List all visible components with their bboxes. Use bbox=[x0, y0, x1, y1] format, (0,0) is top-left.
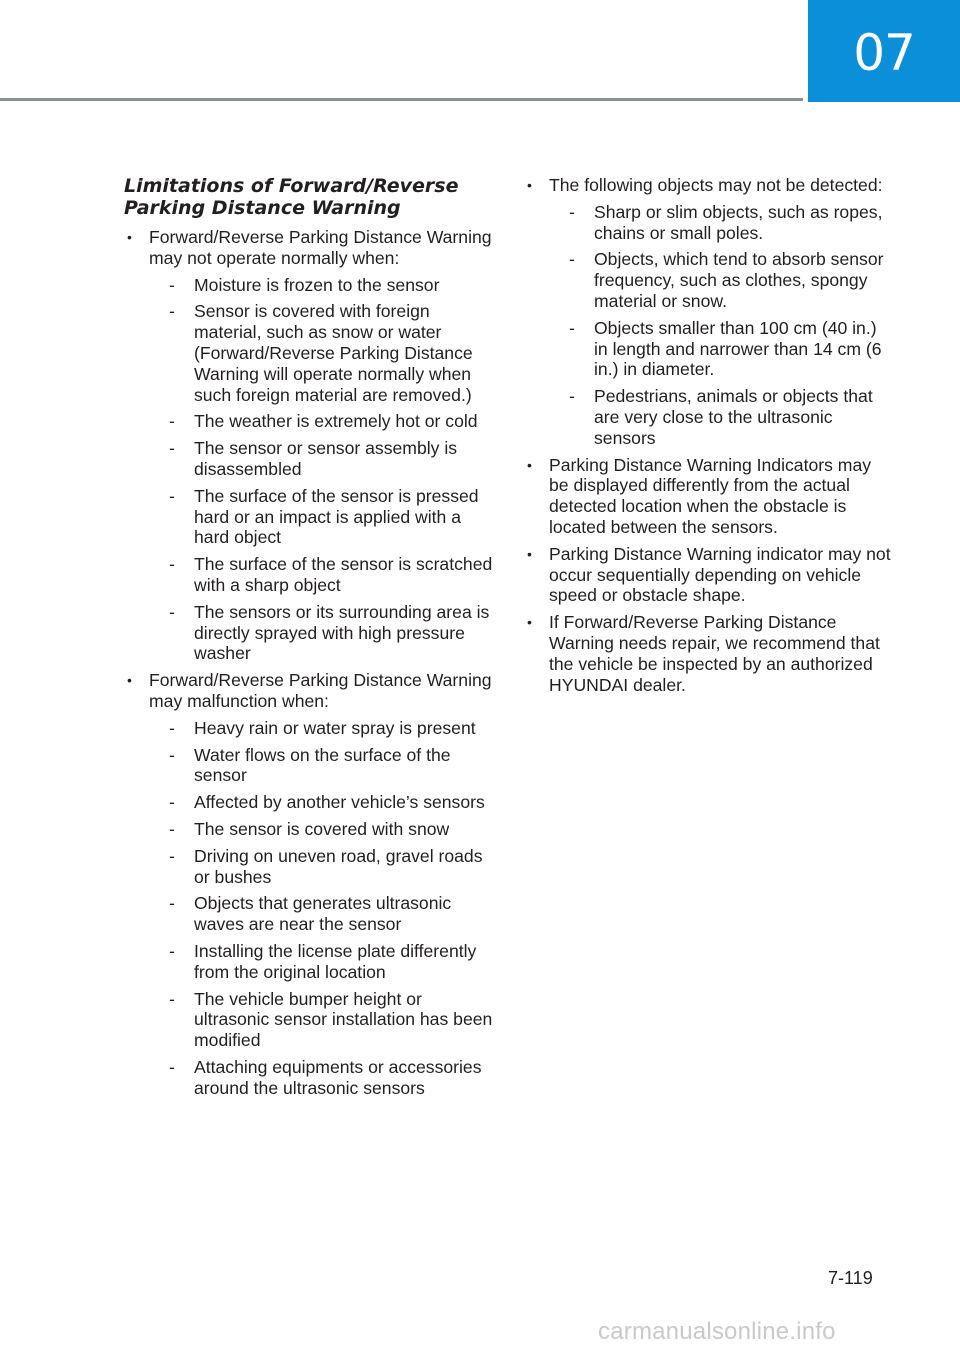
bullet-text: Forward/Reverse Parking Distance Warning may not operate normally when: bbox=[149, 227, 492, 268]
bullet-item bbox=[524, 175, 894, 449]
sub-item bbox=[149, 486, 494, 548]
dash-marker: - bbox=[169, 1056, 175, 1077]
dash-marker: - bbox=[169, 940, 175, 961]
bullet-marker: • bbox=[527, 614, 532, 631]
watermark: carmanualsonline.info bbox=[598, 1318, 836, 1345]
dash-marker: - bbox=[169, 301, 175, 322]
bullet-item bbox=[524, 544, 894, 606]
header-rule bbox=[0, 98, 803, 101]
bullet-item bbox=[124, 227, 494, 664]
sub-item bbox=[149, 301, 494, 405]
bullet-text: The following objects may not be detected: bbox=[549, 175, 883, 195]
sub-item-text: Objects, which tend to absorb sensor frequency, such as clothes, spongy material or snow. bbox=[594, 249, 884, 311]
sub-item bbox=[149, 602, 494, 664]
bullet-item bbox=[124, 670, 494, 1098]
bullet-item bbox=[524, 612, 894, 695]
sub-item bbox=[549, 202, 894, 244]
sub-item bbox=[149, 989, 494, 1051]
bullet-text: Parking Distance Warning indicator may not occur sequentially depending on vehicle speed or obstacle shape. bbox=[549, 543, 891, 606]
dash-marker: - bbox=[169, 274, 175, 295]
sub-item bbox=[149, 846, 494, 888]
sub-item-text: The surface of the sensor is pressed hard or an impact is applied with a hard object bbox=[194, 485, 479, 548]
sub-item-text: The weather is extremely hot or cold bbox=[194, 411, 478, 432]
left-column bbox=[124, 175, 494, 1104]
bullet-marker: • bbox=[527, 456, 532, 473]
sub-item bbox=[149, 411, 494, 432]
dash-marker: - bbox=[169, 554, 175, 575]
sub-item bbox=[149, 819, 494, 840]
sub-item-text: Pedestrians, animals or objects that are very close to the ultrasonic sensors bbox=[594, 386, 873, 448]
dash-marker: - bbox=[169, 411, 175, 432]
sub-item bbox=[149, 941, 494, 983]
sub-item bbox=[149, 893, 494, 935]
dash-marker: - bbox=[569, 386, 575, 407]
sub-item bbox=[149, 554, 494, 596]
page-number: 7-119 bbox=[828, 1268, 873, 1288]
sub-item-text: Objects that generates ultrasonic waves are near the sensor bbox=[194, 893, 452, 935]
sub-item bbox=[549, 386, 894, 448]
dash-marker: - bbox=[169, 744, 175, 765]
section-title-line-1: Limitations of Forward/Reverse bbox=[124, 175, 459, 197]
sub-item-text: Objects smaller than 100 cm (40 in.) in length and narrower than 14 cm (6 in.) in diameter. bbox=[594, 317, 882, 380]
sub-item-text: Installing the license plate differently from the original location bbox=[194, 940, 477, 982]
bullet-text: Forward/Reverse Parking Distance Warning may malfunction when: bbox=[149, 670, 492, 711]
sub-item-text: Driving on uneven road, gravel roads or bushes bbox=[194, 845, 483, 887]
sub-item-text: Heavy rain or water spray is present bbox=[194, 717, 476, 738]
sub-item-text: The vehicle bumper height or ultrasonic sensor installation has been modified bbox=[194, 988, 493, 1051]
sub-item-text: Affected by another vehicle’s sensors bbox=[194, 792, 485, 813]
bullet-item bbox=[524, 455, 894, 538]
sub-item bbox=[149, 1057, 494, 1099]
dash-marker: - bbox=[169, 601, 175, 622]
sub-item-text: The surface of the sensor is scratched with a sharp object bbox=[194, 554, 493, 595]
dash-marker: - bbox=[169, 818, 175, 839]
right-bullet-list bbox=[524, 175, 894, 695]
sub-item bbox=[549, 249, 894, 311]
left-bullet-list bbox=[124, 227, 494, 1098]
dash-marker: - bbox=[569, 249, 575, 270]
right-column bbox=[524, 175, 894, 701]
dash-marker: - bbox=[169, 893, 175, 914]
bullet-marker: • bbox=[127, 229, 132, 245]
dash-marker: - bbox=[169, 485, 175, 506]
bullet-marker: • bbox=[127, 672, 132, 689]
sub-item bbox=[149, 792, 494, 813]
sub-item bbox=[149, 718, 494, 739]
sub-item-text: The sensor or sensor assembly is disassembled bbox=[194, 438, 458, 479]
chapter-number: 07 bbox=[853, 24, 915, 82]
bullet-marker: • bbox=[527, 545, 532, 562]
sub-item bbox=[149, 275, 494, 296]
section-title bbox=[124, 175, 494, 219]
sub-item bbox=[149, 745, 494, 787]
sub-item-text: Water flows on the surface of the sensor bbox=[194, 744, 451, 786]
bullet-text: Parking Distance Warning Indicators may be displayed differently from the actual detected location when the obstacle is located between the sensors. bbox=[549, 454, 872, 537]
sub-item bbox=[149, 438, 494, 480]
sub-item-text: The sensors or its surrounding area is directly sprayed with high pressure washer bbox=[194, 601, 490, 664]
dash-marker: - bbox=[169, 988, 175, 1009]
sub-item bbox=[549, 318, 894, 380]
sub-item-text: Sensor is covered with foreign material, such as snow or water (Forward/Reverse Parking Distance Warning will operate normally when such foreign material are removed.) bbox=[194, 301, 473, 405]
dash-marker: - bbox=[169, 717, 175, 738]
section-title-line-2: Parking Distance Warning bbox=[124, 197, 401, 219]
sub-item-text: Moisture is frozen to the sensor bbox=[194, 274, 440, 295]
bullet-text: If Forward/Reverse Parking Distance Warning needs repair, we recommend that the vehicle be inspected by an authorized HYUNDAI dealer. bbox=[549, 612, 880, 695]
dash-marker: - bbox=[569, 317, 575, 338]
dash-marker: - bbox=[169, 438, 175, 459]
dash-marker: - bbox=[569, 201, 575, 222]
sub-item-text: The sensor is covered with snow bbox=[194, 818, 450, 839]
bullet-marker: • bbox=[527, 177, 532, 193]
sub-item-text: Attaching equipments or accessories around the ultrasonic sensors bbox=[194, 1056, 482, 1098]
chapter-tab bbox=[808, 0, 960, 102]
dash-marker: - bbox=[169, 792, 175, 813]
sub-item-text: Sharp or slim objects, such as ropes, chains or small poles. bbox=[594, 201, 883, 243]
dash-marker: - bbox=[169, 845, 175, 866]
